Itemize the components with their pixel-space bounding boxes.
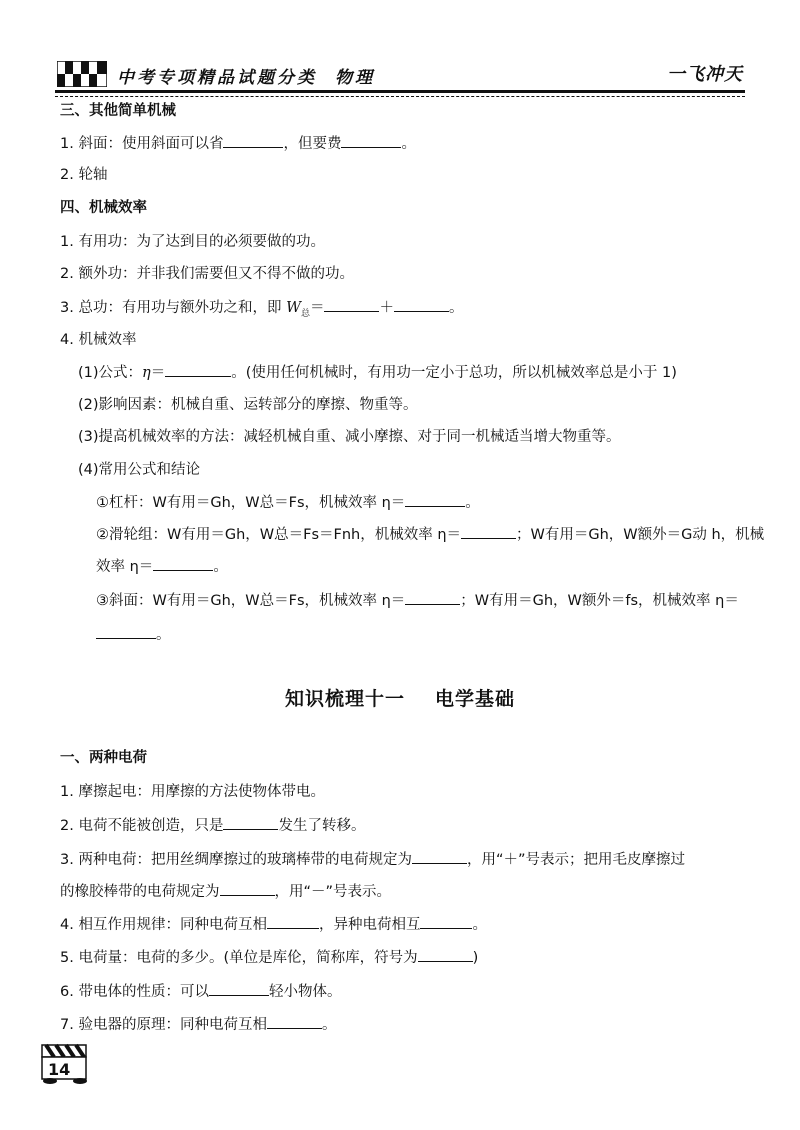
heading-efficiency: 四、机械效率 (60, 200, 147, 216)
checkered-flag-icon (57, 61, 107, 87)
blank (223, 815, 278, 830)
efficiency-line: 4. 机械效率 (60, 332, 137, 348)
charge-line-3: 3. 两种电荷：把用丝绸摩擦过的玻璃棒带的电荷规定为 ，用“＋”号表示；把用毛皮摩擦过 (60, 849, 685, 870)
incline-line: 1. 斜面：使用斜面可以省 ，但要费 。 (60, 133, 416, 154)
page-header (55, 55, 745, 95)
pulley-line: ②滑轮组：W有用＝Gh，W总＝Fs＝Fnh，机械效率 η＝ ；W有用＝Gh，W额外＝G动 h，机械 (96, 524, 764, 545)
blank (341, 133, 401, 148)
charge-line-4: 4. 相互作用规律：同种电荷互相 ，异种电荷相互 。 (60, 914, 487, 935)
blank (209, 981, 269, 996)
blank (394, 297, 449, 312)
charge-line-1: 1. 摩擦起电：用摩擦的方法使物体带电。 (60, 784, 325, 800)
improve-line: (3)提高机械效率的方法：减轻机械自重、减小摩擦、对于同一机械适当增大物重等。 (78, 429, 621, 445)
charge-line-7: 7. 验电器的原理：同种电荷互相 。 (60, 1014, 336, 1035)
section-title: 知识梳理十一 电学基础 (284, 688, 516, 710)
charge-line-5: 5. 电荷量：电荷的多少。(单位是库伦，简称库，符号为 ) (60, 947, 478, 968)
blank (324, 297, 379, 312)
header-brand: 一飞冲天 (667, 64, 743, 85)
blank (165, 362, 231, 377)
blank (96, 624, 156, 639)
extra-work-line: 2. 额外功：并非我们需要但又不得不做的功。 (60, 266, 354, 282)
blank (412, 849, 467, 864)
charge-line-6: 6. 带电体的性质：可以 轻小物体。 (60, 981, 341, 1002)
blank (461, 524, 516, 539)
blank (267, 914, 319, 929)
page-number: 14 (48, 1060, 71, 1079)
incline-efficiency-line: ③斜面：W有用＝Gh，W总＝Fs，机械效率 η＝ ；W有用＝Gh，W额外＝fs，机械效率 η＝ (96, 590, 739, 611)
header-title: 中考专项精品试题分类 物理 (117, 68, 375, 88)
heading-two-charges: 一、两种电荷 (60, 750, 147, 766)
header-rule (55, 90, 745, 93)
heading-other-machines: 三、其他简单机械 (60, 103, 176, 119)
charge-line-3b: 的橡胶棒带的电荷规定为 ，用“－”号表示。 (60, 881, 391, 902)
page-number-badge (40, 1043, 90, 1085)
formula-line: (1)公式：η＝ 。(使用任何机械时，有用功一定小于总功，所以机械效率总是小于 1) (78, 362, 677, 383)
charge-line-2: 2. 电荷不能被创造，只是 发生了转移。 (60, 815, 365, 836)
incline-efficiency-line-2: 。 (96, 624, 171, 645)
blank (420, 914, 472, 929)
blank (223, 133, 283, 148)
pulley-line-2: 效率 η＝ 。 (96, 556, 228, 577)
blank (220, 881, 275, 896)
lever-line: ①杠杆：W有用＝Gh，W总＝Fs，机械效率 η＝ 。 (96, 492, 480, 513)
factors-line: (2)影响因素：机械自重、运转部分的摩擦、物重等。 (78, 397, 418, 413)
blank (418, 947, 473, 962)
wheel-axle-line: 2. 轮轴 (60, 167, 108, 183)
total-work-line: 3. 总功：有用功与额外功之和，即 $W_总=$ ＋ 。 (60, 297, 463, 324)
blank (405, 492, 465, 507)
blank (405, 590, 460, 605)
blank (153, 556, 213, 571)
useful-work-line: 1. 有用功：为了达到目的必须要做的功。 (60, 234, 325, 250)
common-formulas-line: (4)常用公式和结论 (78, 462, 201, 478)
blank (267, 1014, 322, 1029)
header-rule-dashed (55, 96, 745, 97)
